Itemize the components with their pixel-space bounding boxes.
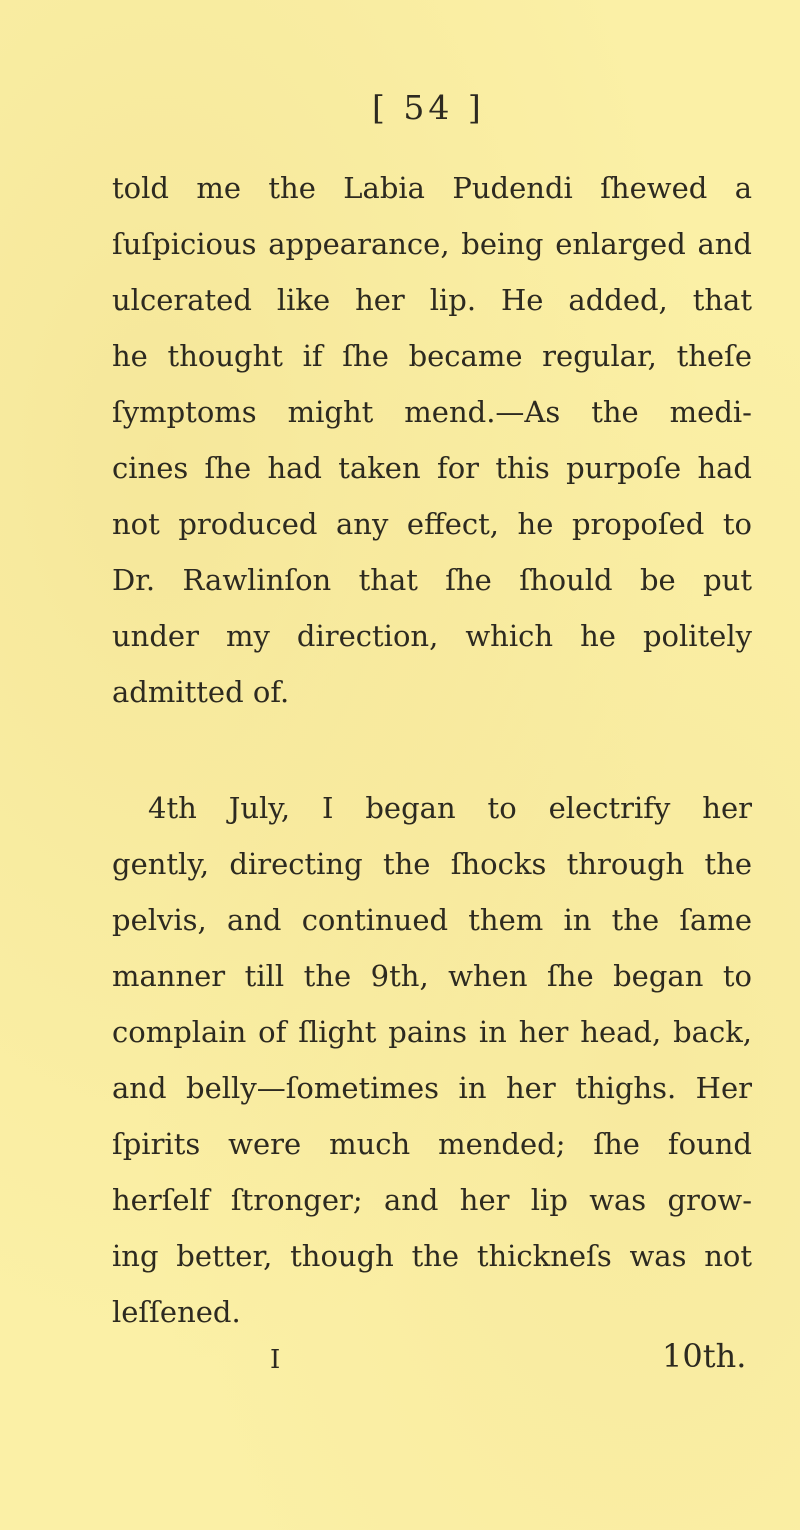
text-line: he thought if ſhe became regular, theſe bbox=[112, 339, 752, 373]
text-line: Dr. Rawlinſon that ſhe ſhould be put bbox=[112, 563, 752, 597]
text-line: ulcerated like her lip. He added, that bbox=[112, 283, 752, 317]
signature-mark: I bbox=[270, 1345, 281, 1375]
text-line: not produced any effect, he propoſed to bbox=[112, 507, 752, 541]
text-line: pelvis, and continued them in the ſame bbox=[112, 903, 752, 937]
page-body bbox=[112, 160, 752, 1340]
text-line: admitted of. bbox=[112, 675, 290, 709]
text-line: ſymptoms might mend.—As the medi- bbox=[112, 395, 752, 429]
text-line: ing better, though the thickneſs was not bbox=[112, 1239, 752, 1273]
text-line: ſuſpicious appearance, being enlarged and bbox=[112, 227, 752, 261]
text-line: 4th July, I began to electrify her bbox=[148, 791, 752, 825]
text-line: cines ſhe had taken for this purpoſe had bbox=[112, 451, 752, 485]
catchword: 10th. bbox=[662, 1337, 747, 1375]
text-line: leſſened. bbox=[112, 1295, 241, 1329]
text-line: told me the Labia Pudendi ſhewed a bbox=[112, 171, 752, 205]
text-line: and belly—ſometimes in her thighs. Her bbox=[112, 1071, 752, 1105]
paragraph-2 bbox=[112, 780, 752, 1340]
paragraph-1 bbox=[112, 160, 752, 720]
text-line: herſelf ſtronger; and her lip was grow- bbox=[112, 1183, 752, 1217]
text-line: gently, directing the ſhocks through the bbox=[112, 847, 752, 881]
paragraph-gap bbox=[112, 720, 752, 780]
page-number-header: [ 54 ] bbox=[372, 88, 485, 127]
text-line: under my direction, which he politely bbox=[112, 619, 752, 653]
text-line: complain of ſlight pains in her head, back, bbox=[112, 1015, 752, 1049]
text-line: ſpirits were much mended; ſhe found bbox=[112, 1127, 752, 1161]
text-line: manner till the 9th, when ſhe began to bbox=[112, 959, 752, 993]
